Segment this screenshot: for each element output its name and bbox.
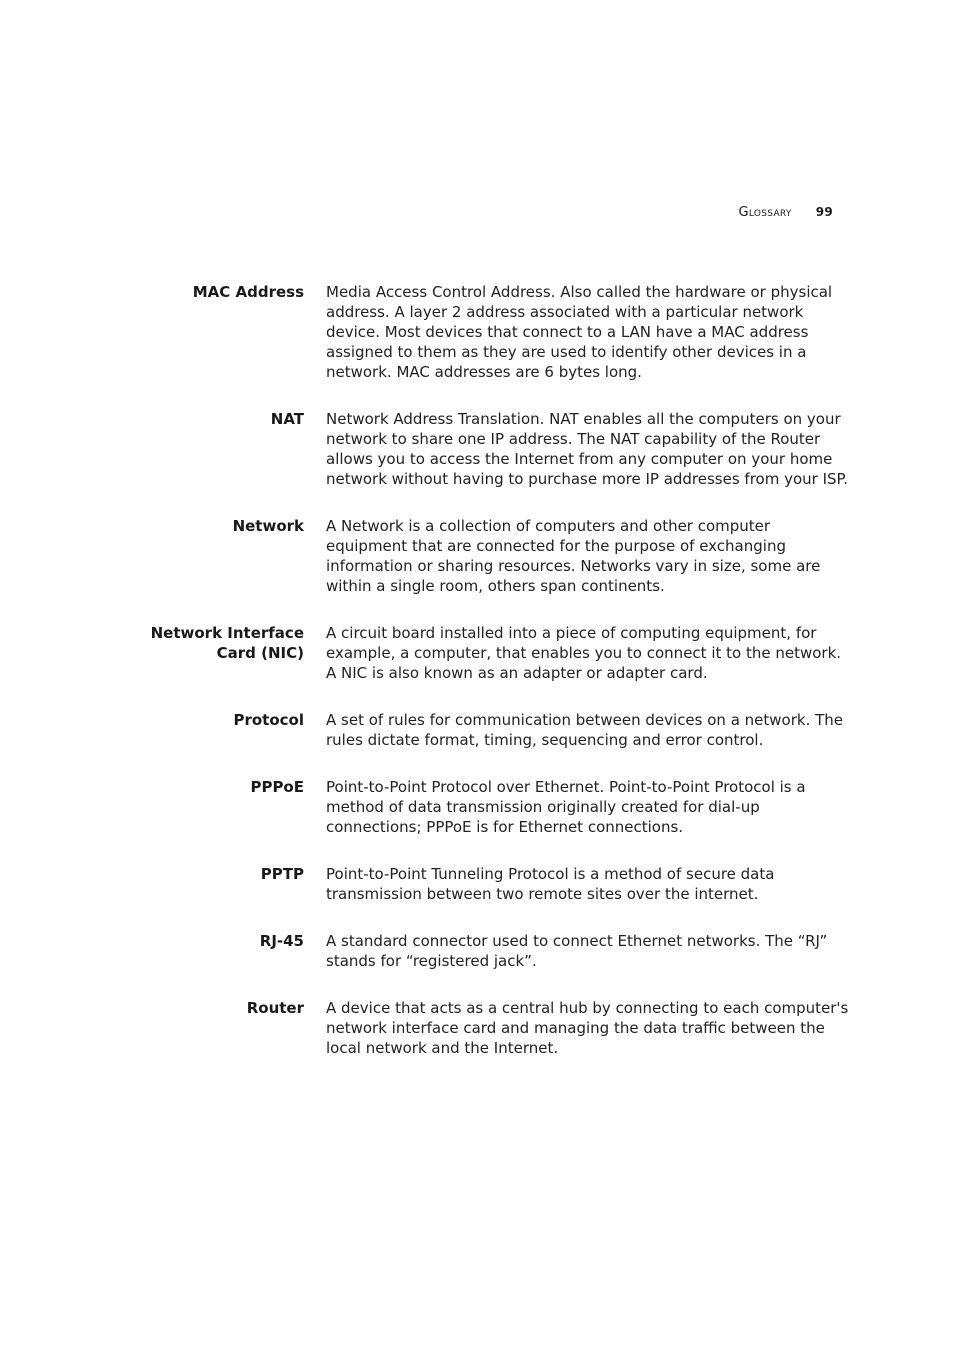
glossary-list xyxy=(0,282,954,1085)
glossary-definition: A standard connector used to connect Ethernet networks. The “RJ” stands for “registered jack”. xyxy=(326,932,828,970)
glossary-definition: Point-to-Point Protocol over Ethernet. Point-to-Point Protocol is a method of data transmission originally created for dial-up connections; PPPoE is for Ethernet connections. xyxy=(326,778,806,836)
page-header xyxy=(739,205,834,220)
glossary-definition: A set of rules for communication between devices on a network. The rules dictate format, timing, sequencing and error control. xyxy=(326,711,844,749)
glossary-definition: Network Address Translation. NAT enables all the computers on your network to share one IP address. The NAT capability of the Router allows you to access the Internet from any computer on your home network without having to purchase more IP addresses from your ISP. xyxy=(326,410,849,488)
glossary-definition: A device that acts as a central hub by connecting to each computer's network interface card and managing the data traffic between the local network and the Internet. xyxy=(326,999,849,1057)
glossary-entry xyxy=(0,409,954,489)
glossary-term: PPTP xyxy=(260,865,304,883)
glossary-term: NAT xyxy=(270,410,304,428)
glossary-term: Network Interface Card (NIC) xyxy=(150,624,304,662)
glossary-entry xyxy=(0,516,954,596)
glossary-entry xyxy=(0,931,954,971)
glossary-definition: Media Access Control Address. Also called the hardware or physical address. A layer 2 address associated with a particular network device. Most devices that connect to a LAN have a MAC address assigned to them as they are used to identify other devices in a network. MAC addresses are 6 bytes long. xyxy=(326,283,833,381)
glossary-term: PPPoE xyxy=(250,778,304,796)
glossary-entry xyxy=(0,864,954,904)
glossary-definition: A Network is a collection of computers and other computer equipment that are connected for the purpose of exchanging information or sharing resources. Networks vary in size, some are within a single room, others span continents. xyxy=(326,517,821,595)
glossary-term: Protocol xyxy=(233,711,304,729)
glossary-term: Router xyxy=(246,999,304,1017)
glossary-definition: Point-to-Point Tunneling Protocol is a method of secure data transmission between two remote sites over the internet. xyxy=(326,865,775,903)
glossary-entry xyxy=(0,998,954,1058)
glossary-entry xyxy=(0,623,954,683)
glossary-definition: A circuit board installed into a piece of computing equipment, for example, a computer, that enables you to connect it to the network. A NIC is also known as an adapter or adapter card. xyxy=(326,624,842,682)
glossary-term: MAC Address xyxy=(192,283,304,301)
section-title: Glossary xyxy=(738,205,792,220)
glossary-entry xyxy=(0,282,954,382)
glossary-entry xyxy=(0,777,954,837)
glossary-term: RJ-45 xyxy=(259,932,304,950)
page-number: 99 xyxy=(815,205,833,219)
glossary-entry xyxy=(0,710,954,750)
glossary-term: Network xyxy=(232,517,304,535)
